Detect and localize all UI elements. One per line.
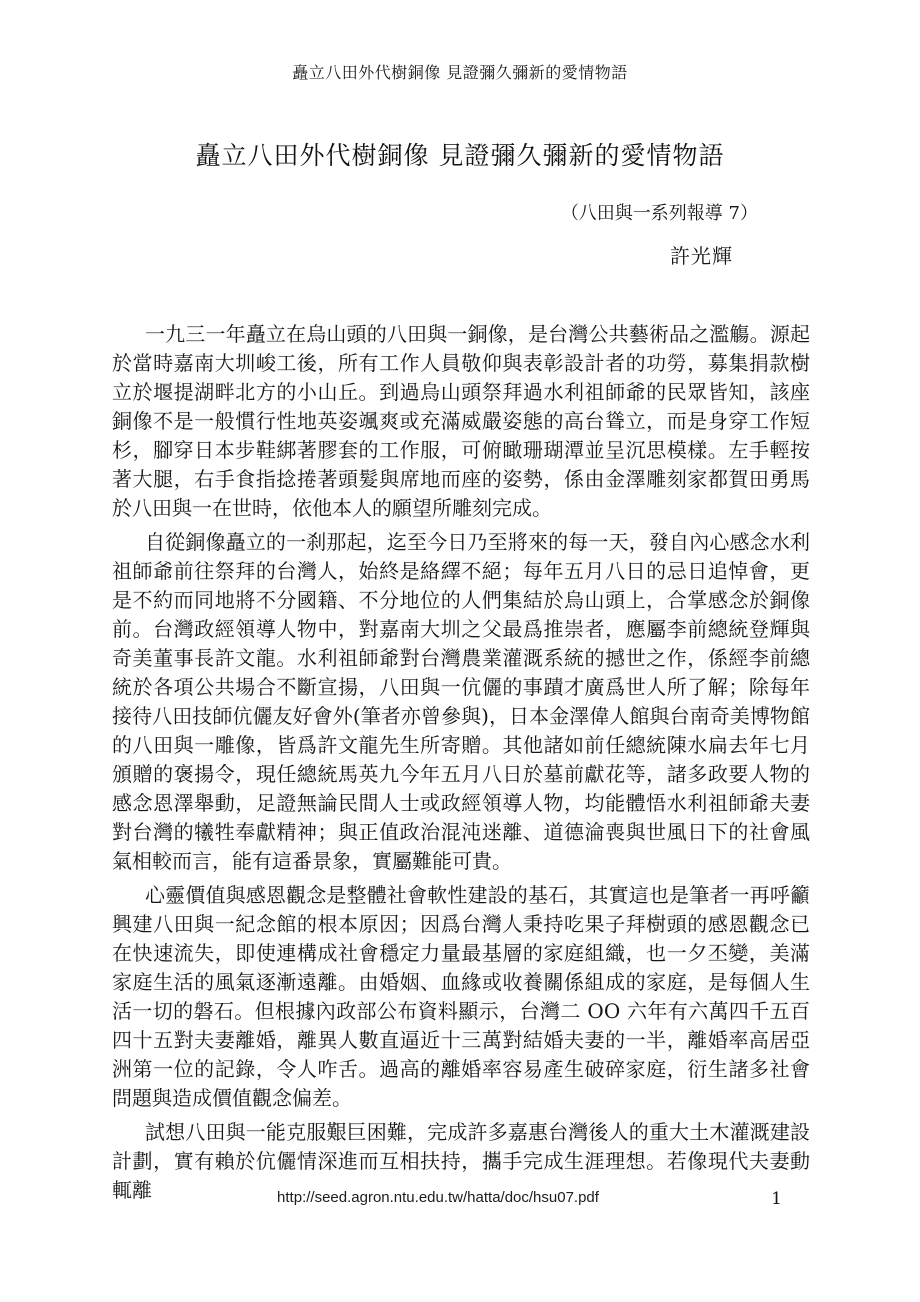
- paragraph-2: 自從銅像矗立的一刹那起，迄至今日乃至將來的每一天，發自內心感念水利祖師爺前往祭拜的台灣人，始終是絡繹不絕；每年五月八日的忌日追悼會，更是不約而同地將不分國籍、不分地位的人們集結於烏山頭上，合掌感念於銅像前。台灣政經領導人物中，對嘉南大圳之父最爲推崇者，應屬李前總統登輝與奇美董事長許文龍。水利祖師爺對台灣農業灌溉系統的撼世之作，係經李前總統於各項公共場合不斷宣揚，八田與一伉儷的事蹟才廣爲世人所了解；除每年接待八田技師伉儷友好會外(筆者亦曾參與)，日本金澤偉人館與台南奇美博物館的八田與一雕像，皆爲許文龍先生所寄贈。其他諸如前任總統陳水扁去年七月頒贈的褒揚令，現任總統馬英九今年五月八日於墓前獻花等，諸多政要人物的感念恩澤舉動，足證無論民間人士或政經領導人物，均能體悟水利祖師爺夫妻對台灣的犧牲奉獻精神；與正值政治混沌迷離、道德淪喪與世風日下的社會風氣相較而言，能有這番景象，實屬難能可貴。: [112, 530, 810, 873]
- series-note: （八田與一系列報導 7）: [560, 203, 758, 224]
- page-title: 矗立八田外代樹銅像 見證彌久彌新的愛情物語: [195, 141, 725, 170]
- paragraph-3: 心靈價值與感恩觀念是整體社會軟性建設的基石，其實這也是筆者一再呼籲興建八田與一紀念館的根本原因；因爲台灣人秉持吃果子拜樹頭的感恩觀念已在快速流失，即使連構成社會穩定力量最基層的家庭組織，也一夕丕變，美滿家庭生活的風氣逐漸遠離。由婚姻、血緣或收養關係組成的家庭，是每個人生活一切的磐石。但根據內政部公布資料顯示，台灣二 OO 六年有六萬四千五百四十五對夫妻離婚，離異人數直逼近十三萬對結婚夫妻的一半，離婚率高居亞洲第一位的記錄，令人咋舌。過高的離婚率容易產生破碎家庭，衍生諸多社會問題與造成價值觀念偏差。: [112, 883, 810, 1110]
- page-number: 1: [771, 1189, 782, 1209]
- paragraph-4: 試想八田與一能克服艱巨困難，完成許多嘉惠台灣後人的重大土木灌溉建設計劃，實有賴於伉儷情深進而互相扶持，攜手完成生涯理想。若像現代夫妻動輒離: [112, 1120, 810, 1202]
- source-url-link[interactable]: http://seed.agron.ntu.edu.tw/hatta/doc/hsu07.pdf: [277, 1189, 599, 1206]
- author-name: 許光輝: [670, 244, 733, 268]
- paragraph-1: 一九三一年矗立在烏山頭的八田與一銅像，是台灣公共藝術品之濫觴。源起於當時嘉南大圳峻工後，所有工作人員敬仰與表彰設計者的功勞，募集捐款樹立於堰提湖畔北方的小山丘。到過烏山頭祭拜過水利祖師爺的民眾皆知，該座銅像不是一般慣行性地英姿颯爽或充滿威嚴姿態的高台聳立，而是身穿工作短杉，腳穿日本步鞋綁著膠套的工作服，可俯瞰珊瑚潭並呈沉思模樣。左手輕按著大腿，右手食指捻捲著頭髮與席地而座的姿勢，係由金澤雕刻家都賀田勇馬於八田與一在世時，依他本人的願望所雕刻完成。: [112, 322, 810, 520]
- article-body: [112, 320, 810, 1210]
- page-footer: [0, 1189, 920, 1217]
- running-header: 矗立八田外代樹銅像 見證彌久彌新的愛情物語: [292, 63, 628, 82]
